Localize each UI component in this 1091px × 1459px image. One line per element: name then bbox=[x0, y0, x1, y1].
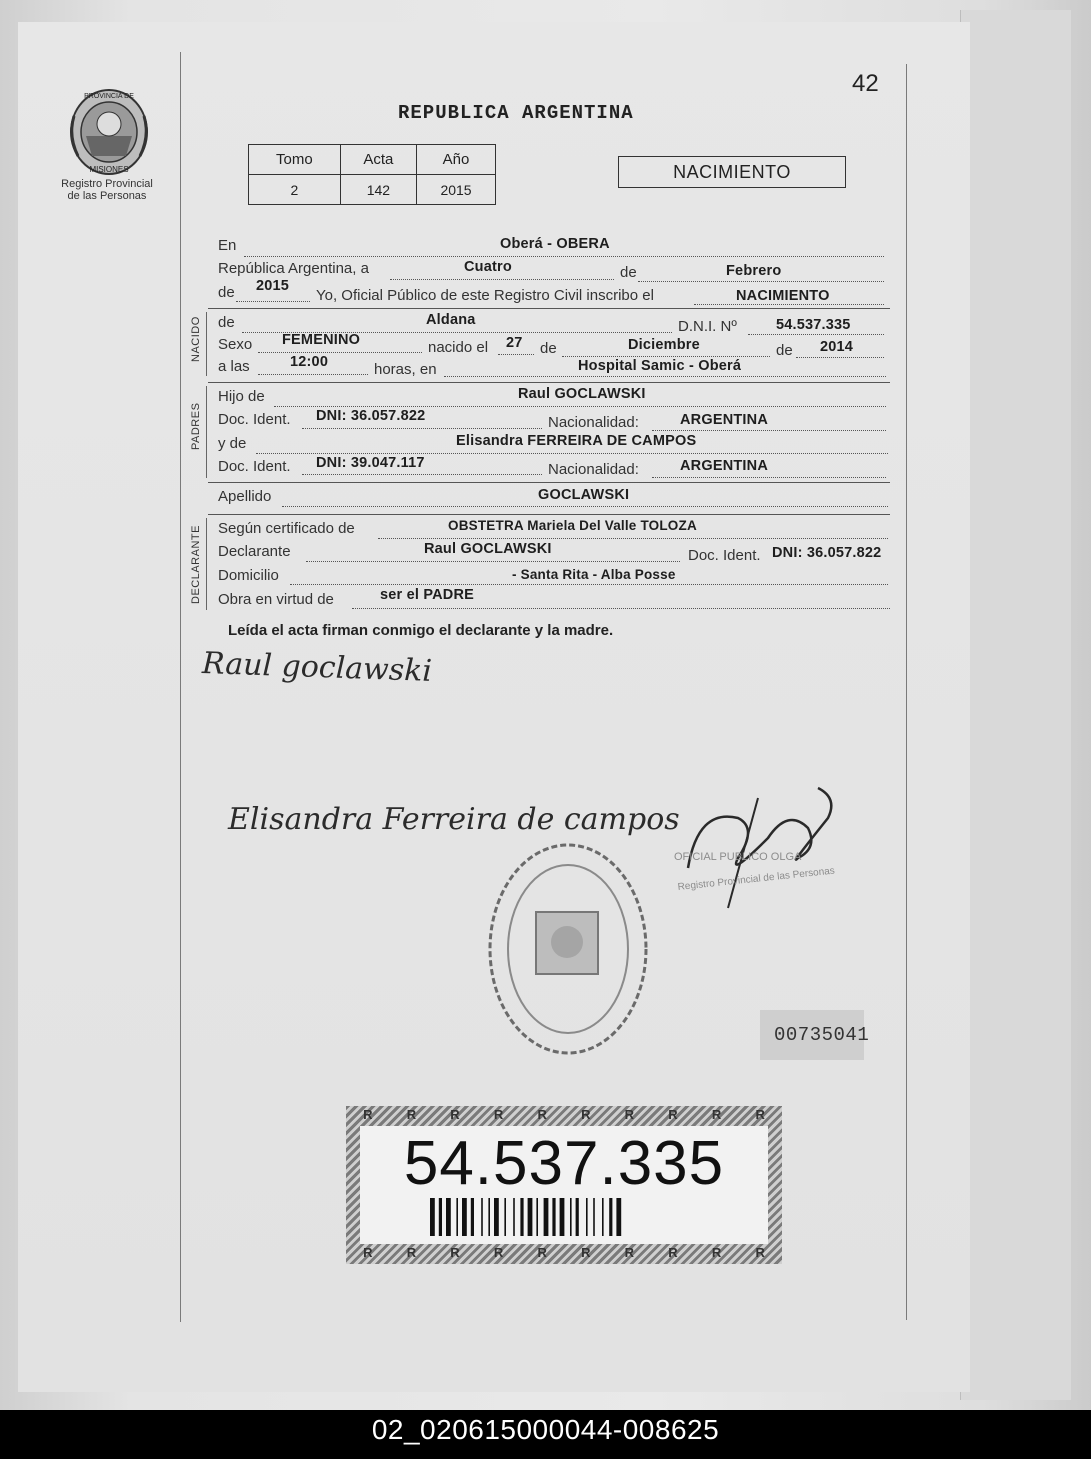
dotted-line bbox=[302, 428, 542, 429]
barcode-bar bbox=[439, 1198, 442, 1236]
label-a-las: a las bbox=[218, 358, 250, 375]
barcode-bar bbox=[494, 1198, 499, 1236]
dotted-line bbox=[638, 281, 884, 282]
document-title: REPUBLICA ARGENTINA bbox=[398, 102, 634, 124]
barcode-bar bbox=[609, 1198, 612, 1236]
dotted-line bbox=[306, 561, 680, 562]
table-header-tomo: Tomo bbox=[249, 145, 341, 175]
field-birth-year: 2014 bbox=[820, 339, 854, 355]
section-divider bbox=[208, 514, 890, 515]
barcode-bar bbox=[481, 1198, 483, 1236]
barcode-bar bbox=[616, 1198, 621, 1236]
barcode-bar bbox=[602, 1198, 604, 1236]
svg-text:Registro Provincial de las Per: Registro Provincial de las Personas bbox=[677, 865, 836, 893]
field-father-dni: DNI: 36.057.822 bbox=[316, 408, 426, 424]
barcode-bar bbox=[446, 1198, 451, 1236]
field-address: - Santa Rita - Alba Posse bbox=[512, 567, 676, 582]
barcode-bar bbox=[586, 1198, 588, 1236]
field-day: Cuatro bbox=[464, 259, 512, 275]
label-nacido-el: nacido el bbox=[428, 339, 489, 356]
field-birth-month: Diciembre bbox=[628, 337, 700, 353]
label-de: de bbox=[620, 264, 637, 281]
registry-round-stamp bbox=[484, 838, 652, 1060]
field-birth-place: Hospital Samic - Oberá bbox=[578, 358, 742, 374]
dotted-line bbox=[290, 584, 888, 585]
officer-signature bbox=[668, 778, 888, 918]
field-dni: 54.537.335 bbox=[776, 317, 851, 333]
dotted-line bbox=[796, 357, 884, 358]
serial-number-label bbox=[760, 1010, 870, 1060]
barcode-bar bbox=[488, 1198, 490, 1236]
field-birth-day: 27 bbox=[506, 335, 523, 351]
barcode-bar bbox=[576, 1198, 579, 1236]
label-horas-en: horas, en bbox=[374, 361, 437, 378]
label-yo-oficial: Yo, Oficial Público de este Registro Civil inscribo el bbox=[316, 287, 654, 304]
dotted-line bbox=[274, 406, 886, 407]
underlying-sheet-edge bbox=[960, 10, 1071, 1400]
field-mother-name: Elisandra FERREIRA DE CAMPOS bbox=[456, 433, 697, 449]
label-en: En bbox=[218, 237, 237, 254]
dotted-line bbox=[390, 279, 614, 280]
dotted-line bbox=[562, 356, 770, 357]
dotted-line bbox=[652, 477, 886, 478]
label-domicilio: Domicilio bbox=[218, 567, 279, 584]
field-mother-nationality: ARGENTINA bbox=[680, 458, 768, 474]
field-surname: GOCLAWSKI bbox=[538, 487, 630, 503]
field-father-nationality: ARGENTINA bbox=[680, 412, 768, 428]
barcode-bar bbox=[520, 1198, 523, 1236]
table-header-acta: Acta bbox=[340, 145, 416, 175]
dotted-line bbox=[444, 376, 886, 377]
barcode-bar bbox=[462, 1198, 467, 1236]
field-inscribe: NACIMIENTO bbox=[736, 288, 830, 304]
label-doc-ident: Doc. Ident. bbox=[218, 411, 291, 428]
barcode-bar bbox=[560, 1198, 565, 1236]
dotted-line bbox=[498, 354, 534, 355]
field-father-name: Raul GOCLAWSKI bbox=[518, 386, 646, 402]
father-signature: Raul goclawski bbox=[201, 645, 433, 690]
dotted-line bbox=[244, 256, 884, 257]
label-de: de bbox=[540, 340, 557, 357]
record-table bbox=[248, 144, 496, 205]
dotted-line bbox=[748, 334, 884, 335]
barcode-number: 54.537.335 bbox=[403, 1129, 725, 1198]
barcode-bar bbox=[552, 1198, 555, 1236]
table-value-acta: 142 bbox=[340, 175, 416, 205]
section-bracket bbox=[206, 518, 207, 610]
section-divider bbox=[208, 482, 890, 483]
barcode-bar bbox=[570, 1198, 572, 1236]
dotted-line bbox=[258, 374, 368, 375]
label-republica: República Argentina, a bbox=[218, 260, 369, 277]
label-declarante: Declarante bbox=[218, 543, 291, 560]
field-given-name: Aldana bbox=[426, 312, 476, 328]
barcode-bar bbox=[536, 1198, 538, 1236]
province-shield-logo bbox=[66, 86, 152, 178]
barcode-bar bbox=[544, 1198, 549, 1236]
closing-statement: Leída el acta firman conmigo el declarante y la madre. bbox=[228, 622, 614, 639]
field-sex: FEMENINO bbox=[282, 332, 361, 348]
field-hour: 12:00 bbox=[290, 354, 329, 370]
side-label-nacido: NACIDO bbox=[190, 316, 202, 362]
side-label-declarante: DECLARANTE bbox=[190, 525, 202, 604]
field-month: Febrero bbox=[726, 263, 782, 279]
field-mother-dni: DNI: 39.047.117 bbox=[316, 455, 425, 471]
field-certificate: OBSTETRA Mariela Del Valle TOLOZA bbox=[448, 518, 697, 533]
barcode-bar bbox=[456, 1198, 458, 1236]
label-de: de bbox=[776, 342, 793, 359]
label-segun-certificado: Según certificado de bbox=[218, 520, 355, 537]
label-doc-ident: Doc. Ident. bbox=[218, 458, 291, 475]
barcode-bars bbox=[430, 1198, 700, 1236]
serial-number: 00735041 bbox=[774, 1024, 870, 1046]
dotted-line bbox=[352, 608, 890, 609]
dotted-line bbox=[694, 304, 884, 305]
field-declarant-name: Raul GOCLAWSKI bbox=[424, 541, 552, 557]
mother-signature: Elisandra Ferreira de campos bbox=[228, 802, 680, 837]
label-sexo: Sexo bbox=[218, 336, 253, 353]
dotted-line bbox=[236, 301, 310, 302]
section-bracket bbox=[206, 312, 207, 376]
field-place: Oberá - OBERA bbox=[500, 236, 610, 252]
table-value-ano: 2015 bbox=[417, 175, 496, 205]
label-de: de bbox=[218, 284, 235, 301]
svg-text:MISIONES: MISIONES bbox=[89, 165, 129, 174]
label-obra-en-virtud: Obra en virtud de bbox=[218, 591, 334, 608]
label-y-de: y de bbox=[218, 435, 247, 452]
barcode-bar bbox=[430, 1198, 435, 1236]
dotted-line bbox=[256, 453, 888, 454]
barcode-bar bbox=[593, 1198, 595, 1236]
logo-caption: Registro Provincial de las Personas bbox=[61, 178, 153, 202]
label-hijo-de: Hijo de bbox=[218, 388, 265, 405]
svg-text:OFICIAL PUBLICO OLGA: OFICIAL PUBLICO OLGA bbox=[674, 851, 802, 863]
barcode-bar bbox=[528, 1198, 533, 1236]
dni-barcode-sticker bbox=[346, 1106, 782, 1264]
table-value-tomo: 2 bbox=[249, 175, 341, 205]
section-divider bbox=[208, 308, 890, 309]
dotted-line bbox=[652, 430, 886, 431]
dotted-line bbox=[302, 474, 542, 475]
right-margin-line bbox=[906, 64, 907, 1320]
field-declarant-dni: DNI: 36.057.822 bbox=[772, 545, 882, 561]
label-nacionalidad: Nacionalidad: bbox=[548, 414, 639, 431]
label-nacionalidad: Nacionalidad: bbox=[548, 461, 639, 478]
label-dni: D.N.I. Nº bbox=[678, 318, 737, 335]
dotted-line bbox=[258, 352, 422, 353]
pattern-row-bottom: R R R R R R R R R R bbox=[363, 1245, 765, 1260]
field-capacity: ser el PADRE bbox=[380, 587, 475, 603]
dotted-line bbox=[378, 538, 888, 539]
table-header-ano: Año bbox=[417, 145, 496, 175]
dotted-line bbox=[282, 506, 888, 507]
side-label-padres: PADRES bbox=[190, 402, 202, 450]
section-divider bbox=[208, 382, 890, 383]
section-bracket bbox=[206, 386, 207, 478]
scan-id-footer: 02_020615000044-008625 bbox=[0, 1410, 1091, 1459]
label-doc-ident: Doc. Ident. bbox=[688, 547, 761, 564]
barcode-panel bbox=[360, 1126, 768, 1244]
left-margin-line bbox=[180, 52, 181, 1322]
record-type-box: NACIMIENTO bbox=[618, 156, 846, 188]
field-year: 2015 bbox=[256, 278, 290, 294]
barcode-bar bbox=[471, 1198, 474, 1236]
svg-text:PROVINCIA DE: PROVINCIA DE bbox=[84, 93, 134, 100]
barcode-bar bbox=[504, 1198, 506, 1236]
label-de-nombre: de bbox=[218, 314, 235, 331]
pattern-row-top: R R R R R R R R R R bbox=[363, 1107, 765, 1122]
page-number: 42 bbox=[852, 70, 879, 97]
label-apellido: Apellido bbox=[218, 488, 272, 505]
barcode-bar bbox=[513, 1198, 515, 1236]
